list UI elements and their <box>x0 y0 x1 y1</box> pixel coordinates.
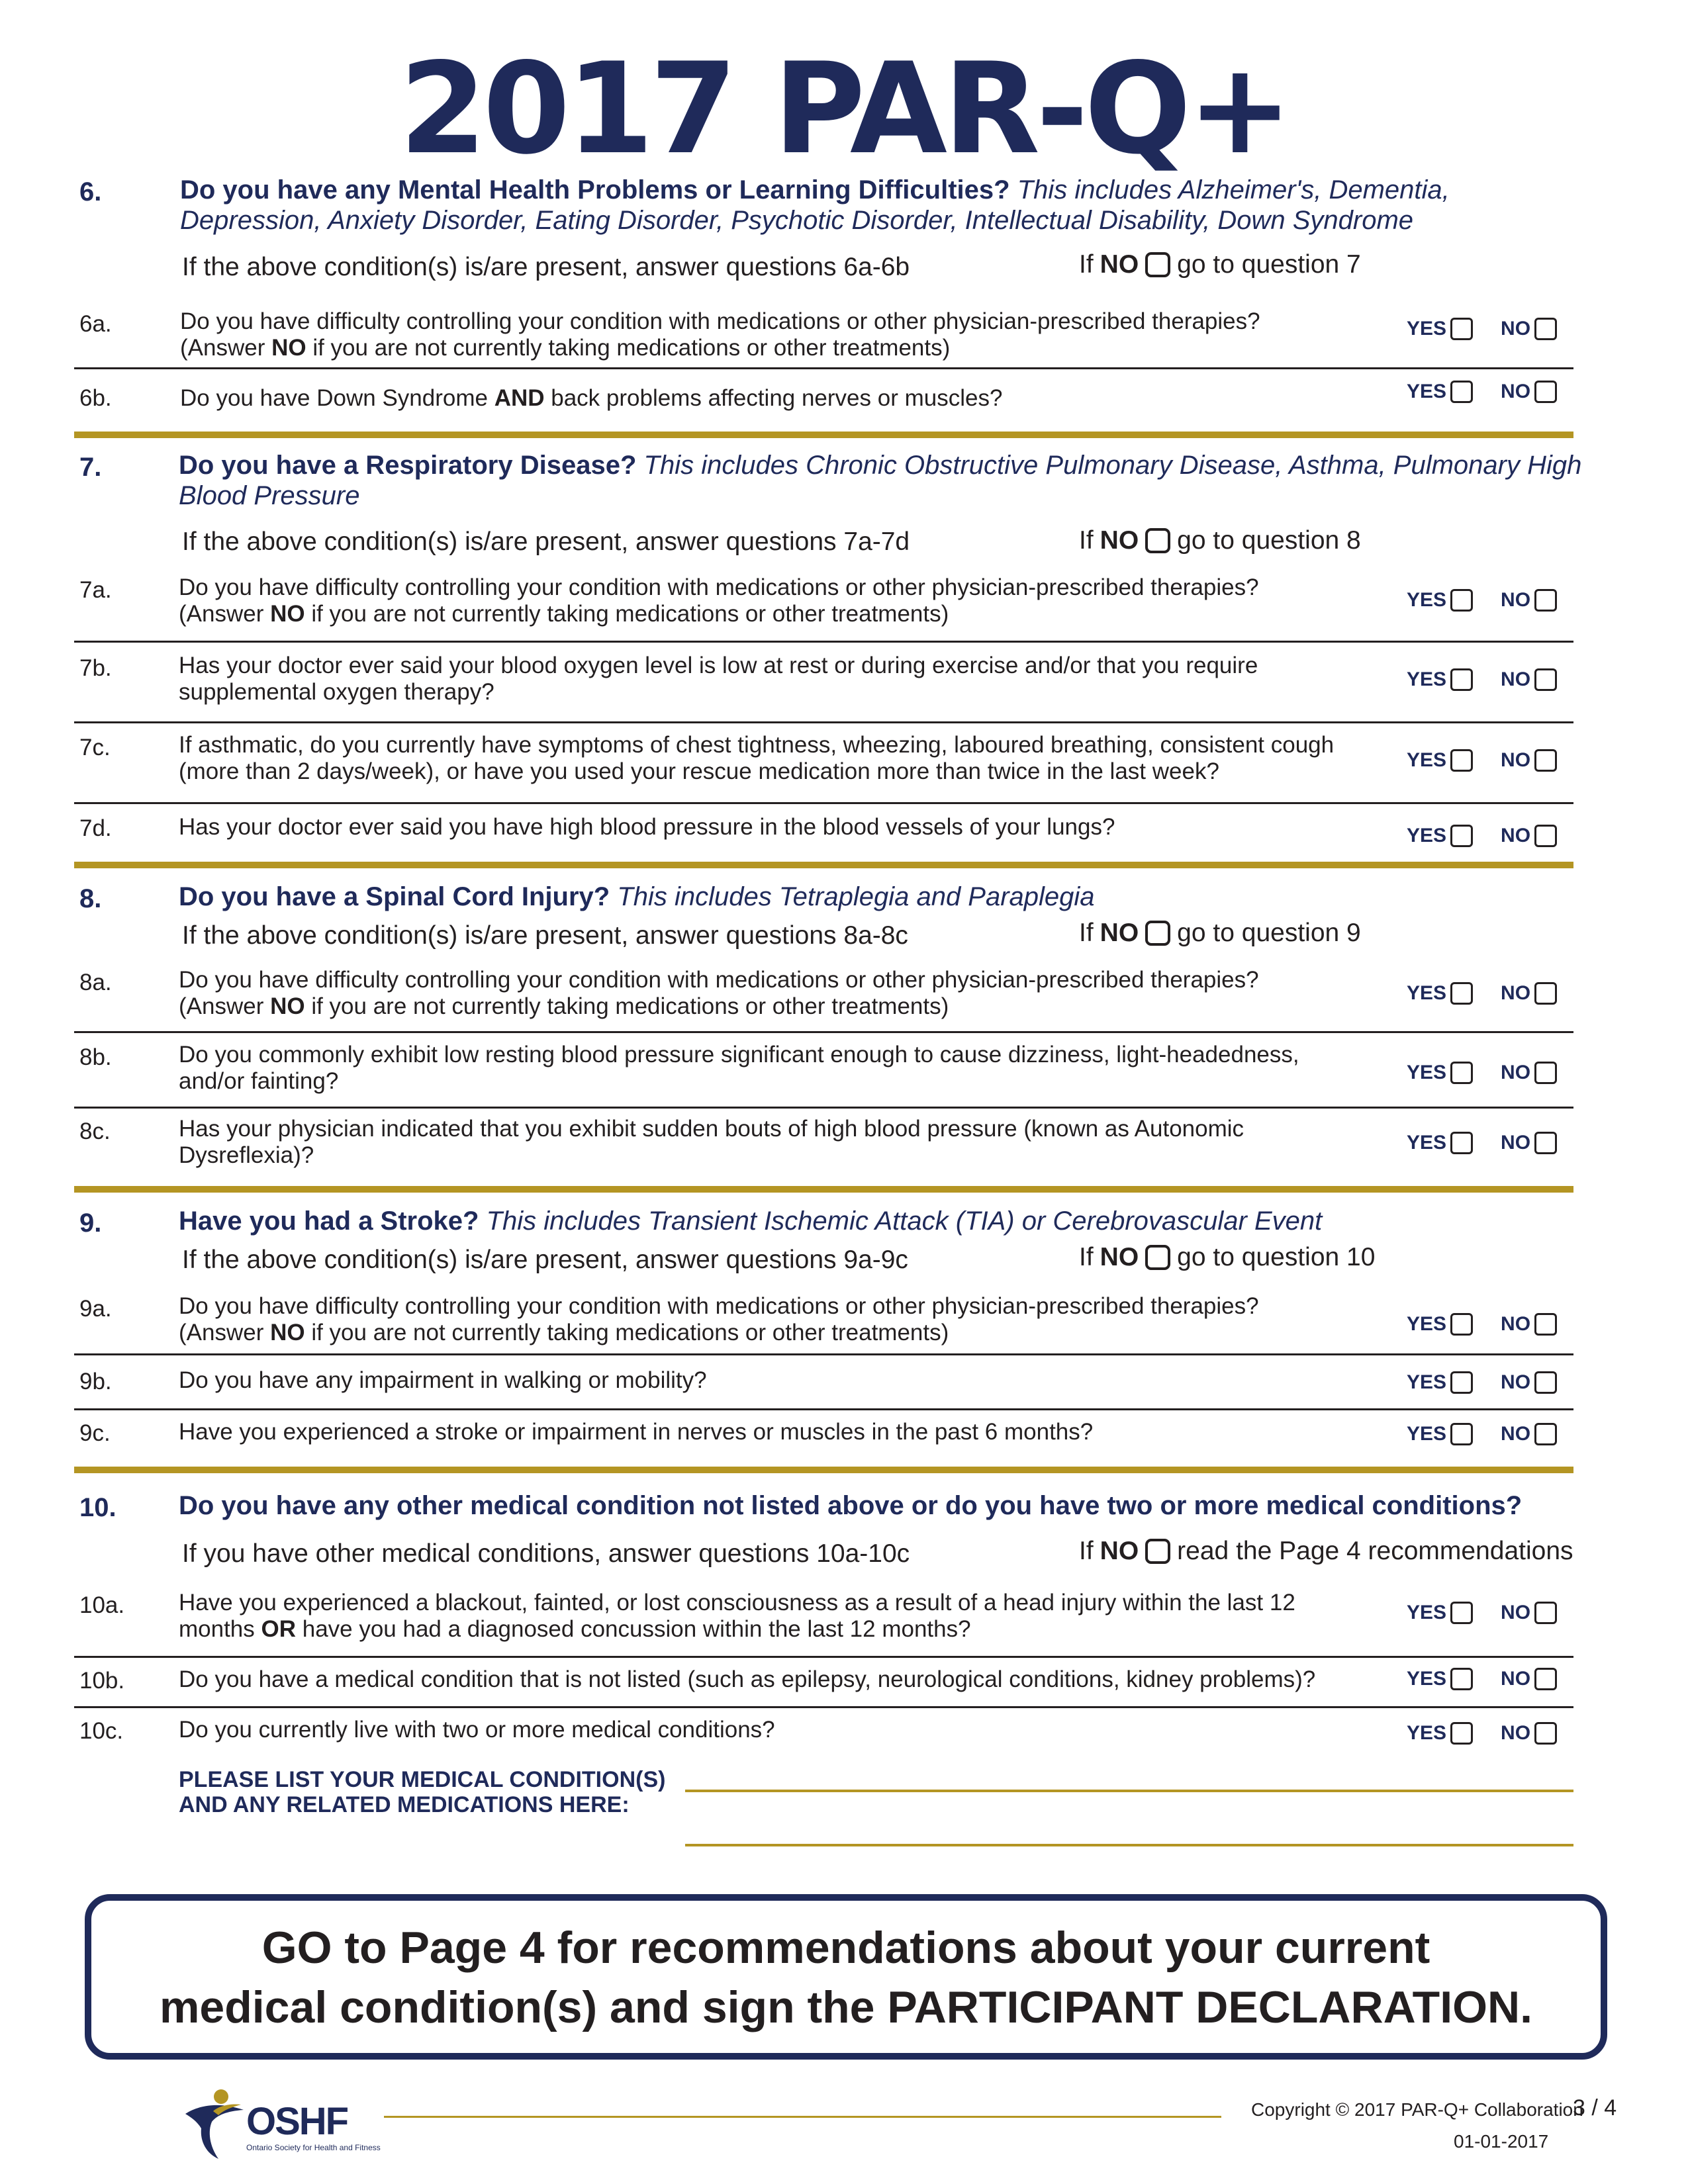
copyright-text: Copyright © 2017 PAR-Q+ Collaboration <box>1251 2099 1583 2120</box>
q7c-number: 7c. <box>79 735 111 760</box>
q9a-yes-checkbox[interactable] <box>1450 1313 1473 1336</box>
footer-divider <box>384 2116 1221 2118</box>
yes-label: YES <box>1407 589 1447 611</box>
q7d-question <box>179 814 1390 841</box>
q10a-line2-bold: OR <box>261 1616 296 1642</box>
section-divider <box>74 432 1573 438</box>
q7a-no-checkbox[interactable] <box>1534 589 1557 612</box>
q7d-line1: Has your doctor ever said you have high blood pressure in the blood vessels of your lungs? <box>179 814 1115 840</box>
q8-if-no-label: NO <box>1100 919 1139 947</box>
q10-if-no-label: NO <box>1100 1537 1139 1565</box>
q10-number: 10. <box>79 1493 117 1522</box>
q7c-answers <box>1407 749 1557 772</box>
q8-if-no-text: go to question 9 <box>1177 919 1361 947</box>
q10a-line2-post: have you had a diagnosed concussion within the last 12 months? <box>296 1616 971 1642</box>
q8c-line2: Dysreflexia)? <box>179 1142 314 1168</box>
q7-condition: If the above condition(s) is/are present, answer questions 7a-7d <box>182 527 910 556</box>
q6a-yes-checkbox[interactable] <box>1450 318 1473 340</box>
q7c-question <box>179 732 1403 785</box>
medication-list-line-2[interactable] <box>685 1844 1573 1846</box>
q9-heading <box>179 1206 1589 1236</box>
q7b-line1: Has your doctor ever said your blood oxygen level is low at rest or during exercise and/or that you require <box>179 653 1258 678</box>
no-label: NO <box>1501 381 1531 402</box>
q8c-number: 8c. <box>79 1118 111 1144</box>
q9b-line1: Do you have any impairment in walking or mobility? <box>179 1367 707 1393</box>
no-label: NO <box>1501 1313 1531 1335</box>
q10-if-no-text: read the Page 4 recommendations <box>1177 1537 1573 1565</box>
q9-if-label: If <box>1079 1243 1094 1271</box>
q8c-answers <box>1407 1132 1557 1154</box>
q8a-line2-post: if you are not currently taking medications or other treatments) <box>305 993 949 1019</box>
section-divider <box>74 1186 1573 1193</box>
yes-label: YES <box>1407 381 1447 402</box>
q6a-number: 6a. <box>79 311 112 337</box>
q9c-number: 9c. <box>79 1420 111 1446</box>
q10-if-no <box>1079 1537 1573 1566</box>
q10a-question <box>179 1590 1390 1643</box>
q7a-line1: Do you have difficulty controlling your condition with medications or other physician-prescribed therapies? <box>179 574 1259 600</box>
q7-if-no <box>1079 526 1361 555</box>
no-label: NO <box>1501 668 1531 690</box>
q6a-line2-post: if you are not currently taking medications or other treatments) <box>306 335 951 361</box>
callout-line-2: medical condition(s) and sign the PARTICIPANT DECLARATION. <box>159 1982 1533 2032</box>
q6-heading-italic-1: This includes Alzheimer's, Dementia, <box>1017 175 1450 205</box>
logo-text: OSHF <box>246 2100 348 2143</box>
q10b-line1: Do you have a medical condition that is not listed (such as epilepsy, neurological conditions, kidney problems)? <box>179 1666 1316 1692</box>
q6b-number: 6b. <box>79 385 112 411</box>
q8b-answers <box>1407 1062 1557 1084</box>
q8c-question <box>179 1116 1390 1169</box>
yes-label: YES <box>1407 1668 1447 1690</box>
q7d-no-checkbox[interactable] <box>1534 825 1557 847</box>
q6b-line1-bold: AND <box>494 385 545 411</box>
divider <box>74 1656 1573 1658</box>
q8c-yes-checkbox[interactable] <box>1450 1132 1473 1154</box>
q9b-no-checkbox[interactable] <box>1534 1371 1557 1394</box>
q9b-question <box>179 1367 1390 1394</box>
q10c-answers <box>1407 1722 1557 1745</box>
no-label: NO <box>1501 1062 1531 1083</box>
q7a-yes-checkbox[interactable] <box>1450 589 1473 612</box>
medication-list-label-1: PLEASE LIST YOUR MEDICAL CONDITION(S) <box>179 1767 666 1792</box>
q9-if-no <box>1079 1243 1375 1272</box>
no-label: NO <box>1501 589 1531 611</box>
q7d-answers <box>1407 825 1557 847</box>
q6-no-checkbox[interactable] <box>1145 252 1170 277</box>
q7-if-no-text: go to question 8 <box>1177 526 1361 555</box>
q9a-line1: Do you have difficulty controlling your condition with medications or other physician-prescribed therapies? <box>179 1293 1259 1319</box>
form-date: 01-01-2017 <box>1454 2131 1549 2152</box>
medication-list-line-1[interactable] <box>685 1790 1573 1792</box>
q7a-question <box>179 574 1390 627</box>
section-divider <box>74 862 1573 868</box>
medication-list-label <box>179 1767 665 1817</box>
q10a-answers <box>1407 1602 1557 1624</box>
q10c-yes-checkbox[interactable] <box>1450 1722 1473 1745</box>
divider <box>74 1353 1573 1355</box>
q7d-yes-checkbox[interactable] <box>1450 825 1473 847</box>
divider <box>74 802 1573 804</box>
yes-label: YES <box>1407 1722 1447 1744</box>
q8b-yes-checkbox[interactable] <box>1450 1062 1473 1084</box>
q7c-line1: If asthmatic, do you currently have symptoms of chest tightness, wheezing, laboured breathing, consistent cough <box>179 732 1335 758</box>
divider <box>74 641 1573 643</box>
q8a-yes-checkbox[interactable] <box>1450 982 1473 1005</box>
no-label: NO <box>1501 318 1531 340</box>
yes-label: YES <box>1407 1423 1447 1445</box>
q7b-answers <box>1407 668 1557 691</box>
q8c-no-checkbox[interactable] <box>1534 1132 1557 1154</box>
q8-no-checkbox[interactable] <box>1145 921 1170 946</box>
q9-heading-italic-1: This includes Transient Ischemic Attack (TIA) or Cerebrovascular Event <box>486 1206 1323 1236</box>
q10c-question <box>179 1717 1390 1743</box>
divider <box>74 1408 1573 1410</box>
q8-number: 8. <box>79 884 102 913</box>
q10a-line2-pre: months <box>179 1616 261 1642</box>
q6-if-label: If <box>1079 250 1094 279</box>
q9c-answers <box>1407 1423 1557 1445</box>
page-number: 3 / 4 <box>1573 2095 1617 2120</box>
no-label: NO <box>1501 1423 1531 1445</box>
q10-if-label: If <box>1079 1537 1094 1565</box>
q9c-no-checkbox[interactable] <box>1534 1423 1557 1445</box>
q6-heading <box>180 175 1583 236</box>
q7b-line2: supplemental oxygen therapy? <box>179 679 494 705</box>
q9-condition: If the above condition(s) is/are present, answer questions 9a-9c <box>182 1246 908 1274</box>
q7a-line2-pre: (Answer <box>179 601 271 627</box>
q6-condition: If the above condition(s) is/are present, answer questions 6a-6b <box>182 253 910 281</box>
q10c-number: 10c. <box>79 1718 124 1744</box>
yes-label: YES <box>1407 318 1447 340</box>
q6-if-no-text: go to question 7 <box>1177 250 1361 279</box>
medication-list-label-2: AND ANY RELATED MEDICATIONS HERE: <box>179 1792 630 1817</box>
q6a-line2-bold: NO <box>271 335 306 361</box>
divider <box>74 721 1573 723</box>
q8-heading-italic-1: This includes Tetraplegia and Paraplegia <box>617 882 1095 911</box>
no-label: NO <box>1501 749 1531 771</box>
q9c-yes-checkbox[interactable] <box>1450 1423 1473 1445</box>
q7-heading-italic-2: Blood Pressure <box>179 481 360 510</box>
q6-if-no <box>1079 250 1361 279</box>
q7a-answers <box>1407 589 1557 612</box>
q8-heading-bold: Do you have a Spinal Cord Injury? <box>179 882 610 911</box>
q6b-question <box>180 385 1391 412</box>
q8a-question <box>179 967 1390 1020</box>
yes-label: YES <box>1407 1371 1447 1393</box>
no-label: NO <box>1501 1132 1531 1154</box>
q6a-no-checkbox[interactable] <box>1534 318 1557 340</box>
q9b-answers <box>1407 1371 1557 1394</box>
q7c-yes-checkbox[interactable] <box>1450 749 1473 772</box>
q8a-line2-pre: (Answer <box>179 993 271 1019</box>
divider <box>74 1107 1573 1109</box>
go-to-page-4-callout <box>85 1894 1607 2060</box>
q7a-line2-bold: NO <box>270 601 305 627</box>
q8-heading <box>179 882 1589 912</box>
q10a-yes-checkbox[interactable] <box>1450 1602 1473 1624</box>
q8b-line1: Do you commonly exhibit low resting blood pressure significant enough to cause dizziness, light-headedness, <box>179 1042 1299 1068</box>
q8b-number: 8b. <box>79 1044 112 1070</box>
q9-if-no-text: go to question 10 <box>1177 1243 1376 1271</box>
q9a-line2-bold: NO <box>270 1320 305 1345</box>
q6a-line2-pre: (Answer <box>180 335 272 361</box>
q7a-number: 7a. <box>79 577 112 603</box>
q6a-question <box>180 308 1391 361</box>
q7d-number: 7d. <box>79 815 112 841</box>
yes-label: YES <box>1407 982 1447 1004</box>
q9b-number: 9b. <box>79 1369 112 1394</box>
section-divider <box>74 1467 1573 1473</box>
q10a-line1: Have you experienced a blackout, fainted, or lost consciousness as a result of a head injury within the last 12 <box>179 1590 1295 1615</box>
q8-condition: If the above condition(s) is/are present, answer questions 8a-8c <box>182 921 908 950</box>
no-label: NO <box>1501 1371 1531 1393</box>
q9-if-no-label: NO <box>1100 1243 1139 1271</box>
q9c-line1: Have you experienced a stroke or impairment in nerves or muscles in the past 6 months? <box>179 1419 1094 1445</box>
q7b-number: 7b. <box>79 655 112 681</box>
page-title: 2017 PAR-Q+ <box>399 36 1289 182</box>
q9a-line2-post: if you are not currently taking medications or other treatments) <box>305 1320 949 1345</box>
q6b-answers <box>1407 381 1557 403</box>
q8-if-label: If <box>1079 919 1094 947</box>
callout-line-1: GO to Page 4 for recommendations about your current <box>261 1923 1430 1973</box>
q10-condition: If you have other medical conditions, answer questions 10a-10c <box>182 1539 910 1568</box>
q7-number: 7. <box>79 453 102 482</box>
q7c-no-checkbox[interactable] <box>1534 749 1557 772</box>
q7-if-label: If <box>1079 526 1094 555</box>
yes-label: YES <box>1407 749 1447 771</box>
q10a-number: 10a. <box>79 1592 125 1618</box>
q9a-no-checkbox[interactable] <box>1534 1313 1557 1336</box>
q7-heading <box>179 450 1589 511</box>
yes-label: YES <box>1407 1602 1447 1623</box>
q9c-question <box>179 1419 1390 1445</box>
q7b-question <box>179 653 1390 705</box>
q8a-line1: Do you have difficulty controlling your condition with medications or other physician-prescribed therapies? <box>179 967 1259 993</box>
q8b-question <box>179 1042 1390 1095</box>
q9-no-checkbox[interactable] <box>1145 1245 1170 1270</box>
yes-label: YES <box>1407 1062 1447 1083</box>
q7c-line2: (more than 2 days/week), or have you used your rescue medication more than twice in the last week? <box>179 758 1219 784</box>
q6-number: 6. <box>79 177 102 206</box>
oshf-logo <box>180 2085 379 2164</box>
yes-label: YES <box>1407 1313 1447 1335</box>
q7-heading-italic-1: This includes Chronic Obstructive Pulmonary Disease, Asthma, Pulmonary High <box>643 451 1582 480</box>
q10b-no-checkbox[interactable] <box>1534 1668 1557 1690</box>
q8a-no-checkbox[interactable] <box>1534 982 1557 1005</box>
q7-no-checkbox[interactable] <box>1145 528 1170 553</box>
q7-if-no-label: NO <box>1100 526 1139 555</box>
q6a-answers <box>1407 318 1557 340</box>
q6-if-no-label: NO <box>1100 250 1139 279</box>
yes-label: YES <box>1407 668 1447 690</box>
q10b-number: 10b. <box>79 1668 125 1694</box>
q7b-no-checkbox[interactable] <box>1534 668 1557 691</box>
q9a-answers <box>1407 1313 1557 1336</box>
q10c-line1: Do you currently live with two or more medical conditions? <box>179 1717 775 1743</box>
q6-heading-bold: Do you have any Mental Health Problems or Learning Difficulties? <box>180 175 1010 205</box>
q10b-yes-checkbox[interactable] <box>1450 1668 1473 1690</box>
q8a-line2-bold: NO <box>270 993 305 1019</box>
no-label: NO <box>1501 1602 1531 1623</box>
q6b-line1-pre: Do you have Down Syndrome <box>180 385 494 411</box>
q8b-line2: and/or fainting? <box>179 1068 339 1094</box>
q7-heading-bold: Do you have a Respiratory Disease? <box>179 451 637 480</box>
divider <box>74 1031 1573 1033</box>
q8c-line1: Has your physician indicated that you exhibit sudden bouts of high blood pressure (known as Autonomic <box>179 1116 1244 1142</box>
q9a-number: 9a. <box>79 1296 112 1322</box>
logo-tagline: Ontario Society for Health and Fitness <box>246 2143 381 2152</box>
divider <box>74 1706 1573 1708</box>
q6b-no-checkbox[interactable] <box>1534 381 1557 403</box>
q8a-number: 8a. <box>79 970 112 995</box>
q6b-yes-checkbox[interactable] <box>1450 381 1473 403</box>
no-label: NO <box>1501 825 1531 846</box>
oshf-figure-icon <box>180 2085 246 2164</box>
q9a-question <box>179 1293 1390 1346</box>
q10-no-checkbox[interactable] <box>1145 1539 1170 1564</box>
q10-heading <box>179 1490 1609 1521</box>
q10c-no-checkbox[interactable] <box>1534 1722 1557 1745</box>
q6a-line1: Do you have difficulty controlling your condition with medications or other physician-prescribed therapies? <box>180 308 1260 334</box>
q10a-no-checkbox[interactable] <box>1534 1602 1557 1624</box>
q9-number: 9. <box>79 1208 102 1238</box>
divider <box>74 367 1573 369</box>
no-label: NO <box>1501 1722 1531 1744</box>
no-label: NO <box>1501 982 1531 1004</box>
q6b-line1-post: back problems affecting nerves or muscles? <box>544 385 1003 411</box>
no-label: NO <box>1501 1668 1531 1690</box>
yes-label: YES <box>1407 825 1447 846</box>
q8a-answers <box>1407 982 1557 1005</box>
q10b-question <box>179 1666 1397 1693</box>
q10b-answers <box>1407 1668 1557 1690</box>
q8b-no-checkbox[interactable] <box>1534 1062 1557 1084</box>
q9b-yes-checkbox[interactable] <box>1450 1371 1473 1394</box>
q9-heading-bold: Have you had a Stroke? <box>179 1206 479 1236</box>
q6-heading-italic-2: Depression, Anxiety Disorder, Eating Disorder, Psychotic Disorder, Intellectual Disability, Down Syndrome <box>180 206 1414 235</box>
q7b-yes-checkbox[interactable] <box>1450 668 1473 691</box>
yes-label: YES <box>1407 1132 1447 1154</box>
q8-if-no <box>1079 919 1361 948</box>
q7a-line2-post: if you are not currently taking medications or other treatments) <box>305 601 949 627</box>
q10-heading-bold: Do you have any other medical condition not listed above or do you have two or more medical conditions? <box>179 1491 1523 1520</box>
q9a-line2-pre: (Answer <box>179 1320 271 1345</box>
